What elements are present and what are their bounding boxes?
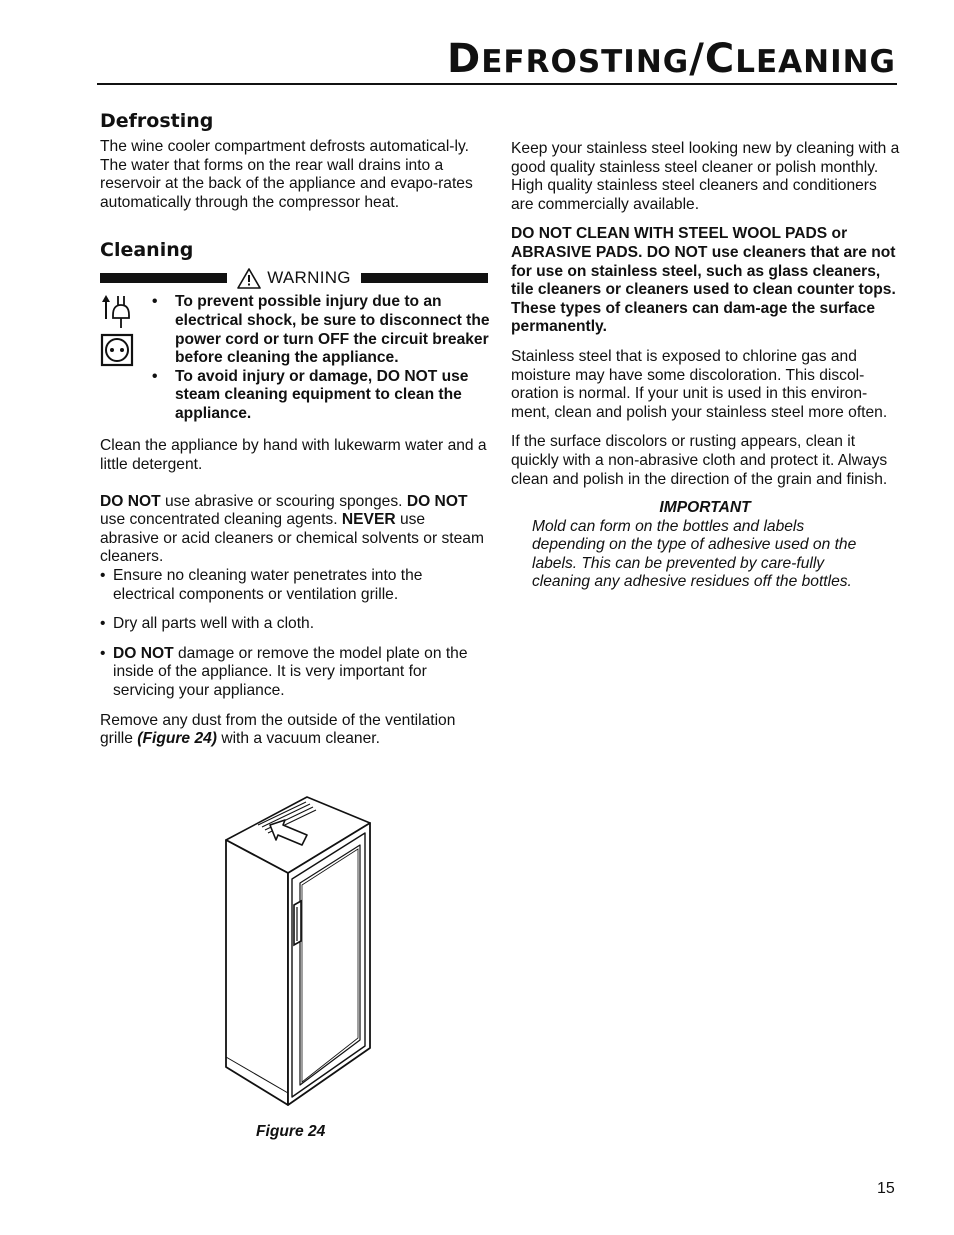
warning-item: • To avoid injury or damage, DO NOT use steam cleaning equipment to clean the appliance. xyxy=(152,367,469,422)
warning-list xyxy=(152,293,492,423)
list-item: • DO NOT damage or remove the model plate on the inside of the appliance. It is very important for servicing your appliance. xyxy=(100,644,468,699)
warning-label: WARNING xyxy=(267,268,351,288)
cleaning-heading: Cleaning xyxy=(100,239,194,262)
list-item: • Dry all parts well with a cloth. xyxy=(100,615,315,633)
cleaning-intro: Clean the appliance by hand with lukewarm water and a little detergent. xyxy=(100,437,487,473)
warning-bar xyxy=(100,269,488,287)
stainless-paragraph-1: Keep your stainless steel looking new by cleaning with a good quality stainless steel cleaner or polish monthly. High quality stainless steel cleaners and conditioners are commercially available. xyxy=(511,140,900,213)
defrosting-body: The wine cooler compartment defrosts automatical-ly. The water that forms on the rear wall drains into a reservoir at the back of the appliance and evapo-rates automatically through the compressor heat. xyxy=(100,138,473,211)
cleaning-warnings-paragraph: DO NOT use abrasive or scouring sponges. DO NOT use concentrated cleaning agents. NEVER use abrasive or acid cleaners or chemical solvents or steam cleaners. xyxy=(100,492,484,566)
warning-box xyxy=(100,293,488,429)
defrosting-heading: Defrosting xyxy=(100,110,214,132)
wine-cooler-illustration xyxy=(222,795,377,1110)
warning-item: • To prevent possible injury due to an electrical shock, be sure to disconnect the power cord or turn OFF the circuit breaker before cleaning the appliance. xyxy=(152,293,490,367)
figure-caption: Figure 24 xyxy=(256,1123,326,1140)
unplug-icon xyxy=(100,293,134,329)
outlet-icon xyxy=(100,333,134,367)
stainless-paragraph-4: If the surface discolors or rusting appears, clean it quickly with a non-abrasive cloth and protect it. Always clean and polish in the direction of the grain and finish. xyxy=(511,433,888,488)
left-column xyxy=(100,110,488,749)
stainless-warning-paragraph: DO NOT CLEAN WITH STEEL WOOL PADS or ABRASIVE PADS. DO NOT use cleaners that are not for use on stainless steel, such as glass cleaners, tile cleaners or cleaners used to clean counter tops. These types of cleaners can dam-age the surface permanently. xyxy=(511,225,896,336)
warning-triangle-icon xyxy=(237,268,261,289)
stainless-paragraph-3: Stainless steel that is exposed to chlorine gas and moisture may have some discoloration. This discol-oration is normal. If your unit is used in this environ-ment, clean and polish your stainless steel more often. xyxy=(511,347,888,421)
important-title: IMPORTANT xyxy=(659,499,751,517)
dust-paragraph: Remove any dust from the outside of the ventilation grille (Figure 24) with a vacuum cleaner. xyxy=(100,711,456,748)
title-rule xyxy=(97,83,897,85)
page-number: 15 xyxy=(877,1180,895,1197)
important-body: Mold can form on the bottles and labels depending on the type of adhesive used on the labels. This can be prevented by care-fully cleaning any adhesive residues off the bottles. xyxy=(532,517,857,591)
list-item: • Ensure no cleaning water penetrates into the electrical components or ventilation grille. xyxy=(100,566,423,603)
page-title: DEFROSTING/CLEANING xyxy=(447,36,896,82)
right-column xyxy=(511,140,901,592)
figure-24 xyxy=(222,795,377,1115)
